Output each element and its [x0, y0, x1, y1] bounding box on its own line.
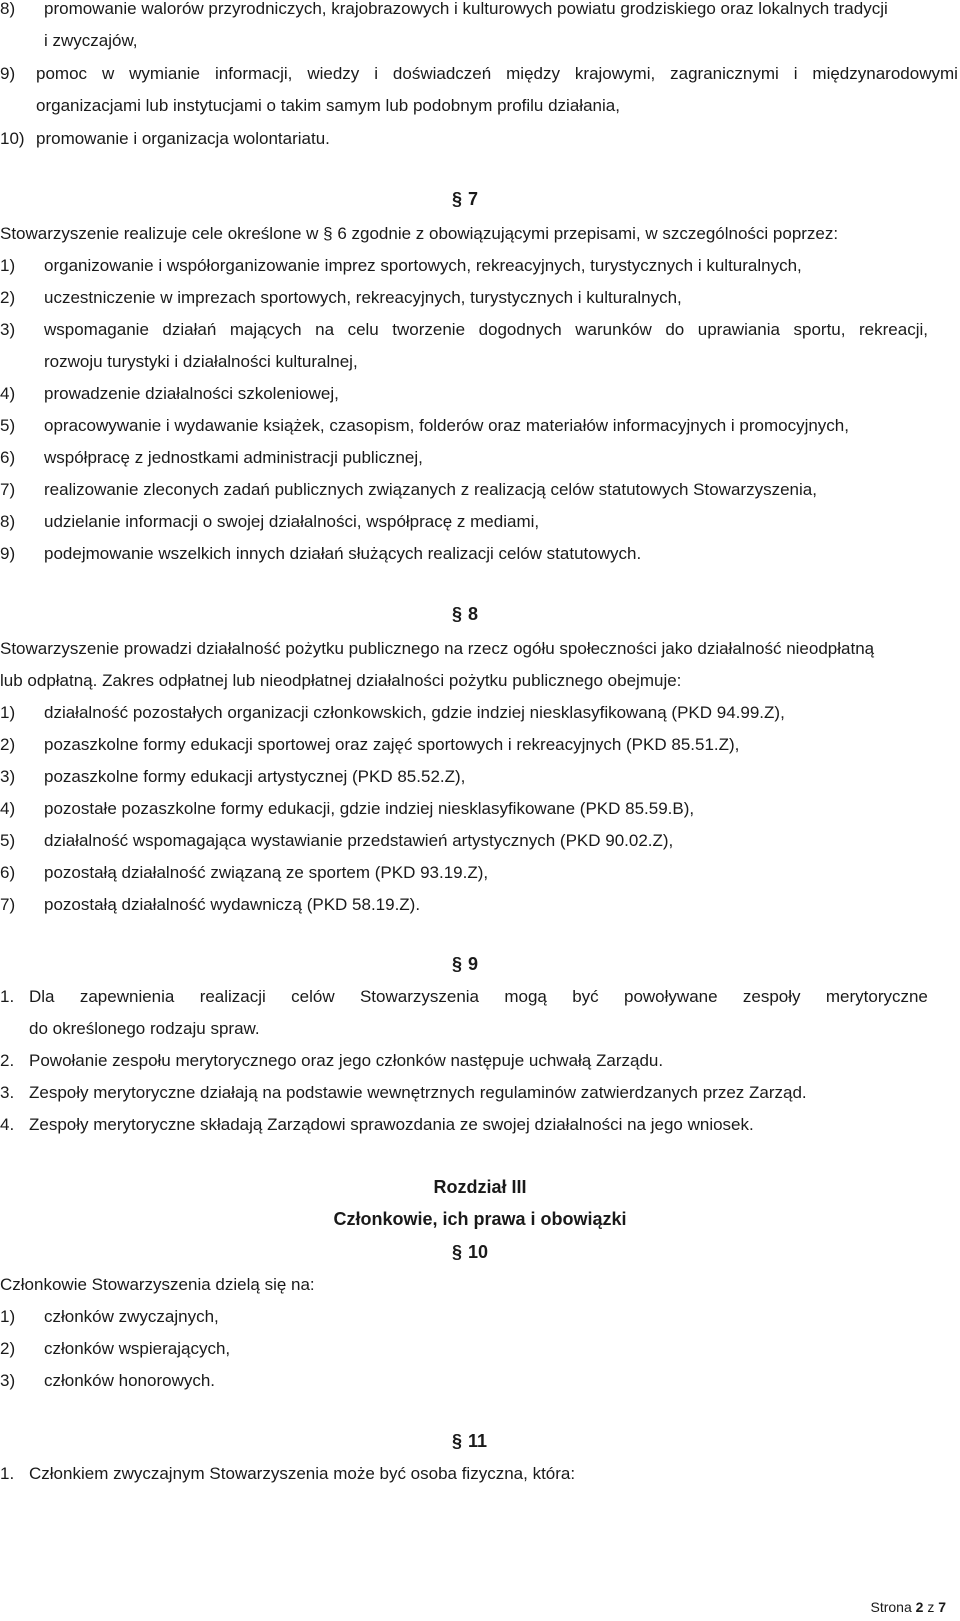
list-number: 2.: [0, 1051, 15, 1070]
list-text: działalność wspomagająca wystawianie przedstawień artystycznych (PKD 90.02.Z),: [44, 831, 674, 850]
list-number: 2): [0, 288, 16, 307]
word: informacji,: [214, 64, 293, 83]
list-number: 1): [0, 1307, 16, 1326]
word: być: [572, 987, 599, 1006]
list-text: Zespoły merytoryczne składają Zarządowi sprawozdania ze swojej działalności na jego wniosek.: [29, 1115, 754, 1134]
list-text: organizacjami lub instytucjami o takim samym lub podobnym profilu działania,: [36, 96, 620, 115]
list-number: 5): [0, 416, 16, 435]
list-number: 4.: [0, 1115, 15, 1134]
list-number: 7): [0, 480, 16, 499]
list-number: 1): [0, 256, 16, 275]
page-sep: z: [927, 1599, 935, 1615]
list-text: i zwyczajów,: [44, 31, 138, 50]
word: do: [665, 320, 685, 339]
word: zespoły: [742, 987, 801, 1006]
word: doświadczeń: [392, 64, 492, 83]
list-text: uczestniczenie w imprezach sportowych, rekreacyjnych, turystycznych i kulturalnych,: [44, 288, 682, 307]
word: między: [506, 64, 560, 83]
section-intro: [0, 672, 681, 689]
chapter-title: Rozdział III: [433, 1177, 527, 1197]
word: powoływane: [624, 987, 718, 1006]
section-intro-text: Stowarzyszenie prowadzi działalność pożytku publicznego na rzecz ogółu społeczności jako działalność nieodpłatną: [0, 639, 875, 658]
list-number: 3): [0, 1371, 16, 1390]
list-text: Powołanie zespołu merytorycznego oraz jego członków następuje uchwałą Zarządu.: [29, 1051, 664, 1070]
section-intro-text: lub odpłatną. Zakres odpłatnej lub nieodpłatnej działalności pożytku publicznego obejmuje:: [0, 671, 682, 690]
list-text: pozostałą działalność wydawniczą (PKD 58.19.Z).: [44, 895, 421, 914]
list-number: 2): [0, 735, 16, 754]
section-number: 9: [468, 954, 479, 974]
list-text: [36, 65, 958, 82]
list-number: 2): [0, 1339, 16, 1358]
chapter-subtitle: Członkowie, ich prawa i obowiązki: [333, 1209, 627, 1229]
word: w: [101, 64, 115, 83]
list-text: Zespoły merytoryczne działają na podstawie wewnętrznych regulaminów zatwierdzanych przez Zarząd.: [29, 1083, 807, 1102]
list-text: organizowanie i współorganizowanie imprez sportowych, rekreacyjnych, turystycznych i kulturalnych,: [44, 256, 802, 275]
section-number: 11: [468, 1431, 488, 1451]
list-text: opracowywanie i wydawanie książek, czasopism, folderów oraz materiałów informacyjnych i promocyjnych,: [44, 416, 849, 435]
list-text: pozaszkolne formy edukacji artystycznej (PKD 85.52.Z),: [44, 767, 466, 786]
word: dogodnych: [478, 320, 562, 339]
list-number: 5): [0, 831, 16, 850]
word: i: [793, 64, 798, 83]
list-text: pozostałe pozaszkolne formy edukacji, gdzie indziej niesklasyfikowane (PKD 85.59.B),: [44, 799, 695, 818]
list-number: 8): [0, 0, 16, 18]
list-text: prowadzenie działalności szkoleniowej,: [44, 384, 339, 403]
list-text: członków honorowych.: [44, 1371, 216, 1390]
list-number: 7): [0, 895, 16, 914]
list-text: Członkiem zwyczajnym Stowarzyszenia może być osoba fizyczna, która:: [29, 1464, 576, 1483]
list-number: 3): [0, 320, 16, 339]
page-current: 2: [915, 1599, 924, 1615]
list-number: 4): [0, 799, 16, 818]
section-number: 8: [468, 604, 479, 624]
list-number: 6): [0, 448, 16, 467]
list-number: 10): [0, 129, 25, 148]
list-number: 3): [0, 767, 16, 786]
list-text: pozostałą działalność związaną ze sportem (PKD 93.19.Z),: [44, 863, 489, 882]
word: wymianie: [129, 64, 201, 83]
list-number: 1.: [0, 987, 15, 1006]
section-intro-text: Członkowie Stowarzyszenia dzielą się na:: [0, 1275, 315, 1294]
word: na: [315, 320, 335, 339]
section-heading-10: [452, 1243, 488, 1261]
section-heading-9: [452, 955, 478, 973]
list-text: działalność pozostałych organizacji członkowskich, gdzie indziej niesklasyfikowaną (PKD 94.99.Z),: [44, 703, 785, 722]
word: tworzenie: [392, 320, 466, 339]
list-text: podejmowanie wszelkich innych działań służących realizacji celów statutowych.: [44, 544, 642, 563]
word: rekreacji,: [859, 320, 928, 339]
word: Dla: [29, 987, 55, 1006]
section-intro: [0, 640, 874, 657]
list-text: współpracę z jednostkami administracji publicznej,: [44, 448, 423, 467]
list-number: 9): [0, 64, 16, 83]
section-heading-8: [452, 605, 478, 623]
list-number: 1.: [0, 1464, 15, 1483]
word: krajowymi,: [574, 64, 656, 83]
word: działań: [162, 320, 217, 339]
list-text: do określonego rodzaju spraw.: [29, 1019, 260, 1038]
word: Stowarzyszenia: [359, 987, 480, 1006]
word: wspomaganie: [44, 320, 149, 339]
list-number: 4): [0, 384, 16, 403]
word: zapewnienia: [79, 987, 175, 1006]
word: merytoryczne: [825, 987, 928, 1006]
list-text: [29, 988, 928, 1005]
word: warunków: [575, 320, 652, 339]
word: wiedzy: [307, 64, 360, 83]
word: uprawiania: [697, 320, 780, 339]
list-text: [44, 321, 928, 338]
section-mark: §: [452, 1242, 463, 1262]
page-number: [870, 1600, 946, 1614]
section-heading-7: [452, 190, 478, 208]
list-text: członków wspierających,: [44, 1339, 231, 1358]
word: celów: [291, 987, 335, 1006]
list-number: 1): [0, 703, 16, 722]
word: i: [374, 64, 378, 83]
list-text: realizowanie zleconych zadań publicznych związanych z realizacją celów statutowych Stowarzyszenia,: [44, 480, 817, 499]
word: mogą: [504, 987, 547, 1006]
section-mark: §: [452, 189, 463, 209]
list-text: rozwoju turystyki i działalności kulturalnej,: [44, 352, 358, 371]
section-intro: [0, 225, 838, 242]
list-text: promowanie walorów przyrodniczych, krajobrazowych i kulturowych powiatu grodziskiego oraz lokalnych tradycji: [44, 0, 888, 18]
word: pomoc: [36, 64, 88, 83]
section-mark: §: [452, 954, 463, 974]
list-text: udzielanie informacji o swojej działalności, współpracę z mediami,: [44, 512, 540, 531]
list-text: członków zwyczajnych,: [44, 1307, 219, 1326]
list-number: 6): [0, 863, 16, 882]
section-number: 7: [468, 189, 479, 209]
list-number: 9): [0, 544, 16, 563]
list-number: 3.: [0, 1083, 15, 1102]
page-label: Strona: [870, 1599, 912, 1615]
word: realizacji: [199, 987, 266, 1006]
list-number: 8): [0, 512, 16, 531]
page-total: 7: [938, 1599, 946, 1615]
section-mark: §: [452, 1431, 463, 1451]
word: zagranicznymi: [670, 64, 779, 83]
word: sportu,: [793, 320, 846, 339]
list-text: promowanie i organizacja wolontariatu.: [36, 129, 330, 148]
list-text: pozaszkolne formy edukacji sportowej oraz zajęć sportowych i rekreacyjnych (PKD 85.51.Z),: [44, 735, 740, 754]
word: mających: [229, 320, 302, 339]
section-mark: §: [452, 604, 463, 624]
word: celu: [347, 320, 379, 339]
section-number: 10: [468, 1242, 489, 1262]
section-heading-11: [452, 1432, 487, 1450]
word: międzynarodowymi: [812, 64, 958, 83]
section-intro-text: Stowarzyszenie realizuje cele określone w § 6 zgodnie z obowiązującymi przepisami, w szczególności poprzez:: [0, 224, 839, 243]
section-intro: [0, 1276, 315, 1293]
